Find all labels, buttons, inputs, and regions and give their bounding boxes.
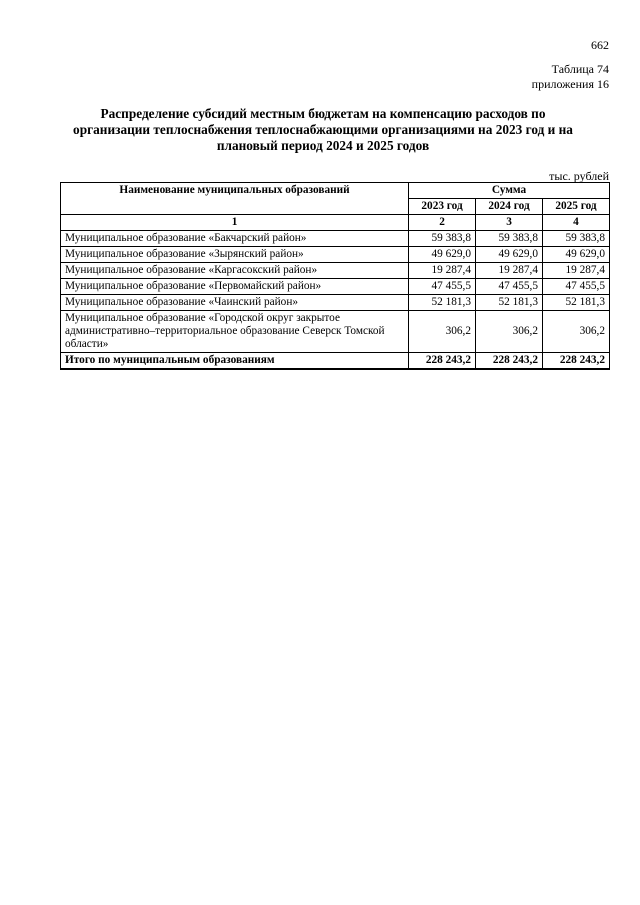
appendix-label: приложения 16 [531, 77, 609, 91]
municipality-name: Муниципальное образование «Первомайский район» [61, 279, 409, 295]
municipality-name: Муниципальное образование «Бакчарский район» [61, 231, 409, 247]
amount-2024: 19 287,4 [476, 263, 543, 279]
sum-column-header: Сумма [409, 183, 610, 199]
amount-2023: 306,2 [409, 311, 476, 353]
municipality-name: Муниципальное образование «Каргасокский район» [61, 263, 409, 279]
amount-2025: 59 383,8 [543, 231, 610, 247]
page-number: 662 [591, 38, 609, 52]
amount-2025: 19 287,4 [543, 263, 610, 279]
table-row [61, 311, 610, 353]
amount-2024: 47 455,5 [476, 279, 543, 295]
amount-2023: 49 629,0 [409, 247, 476, 263]
amount-2025: 306,2 [543, 311, 610, 353]
municipality-name: Муниципальное образование «Зырянский район» [61, 247, 409, 263]
column-number: 4 [543, 215, 610, 231]
amount-2024: 49 629,0 [476, 247, 543, 263]
table-row [61, 279, 610, 295]
table-label: Таблица 74 [551, 62, 609, 76]
title-line: плановый период 2024 и 2025 годов [216, 138, 430, 153]
units-label: тыс. рублей [549, 169, 609, 183]
name-column-header: Наименование муниципальных образований [61, 183, 409, 215]
table-reference [532, 62, 609, 92]
year-header-2024: 2024 год [476, 199, 543, 215]
table-row [61, 247, 610, 263]
municipality-name: Муниципальное образование «Городской округ закрытое административно–территориальное образование Северск Томской области» [61, 311, 409, 353]
year-header-2025: 2025 год [543, 199, 610, 215]
total-row [61, 353, 610, 370]
total-2024: 228 243,2 [476, 353, 543, 370]
amount-2025: 47 455,5 [543, 279, 610, 295]
amount-2023: 19 287,4 [409, 263, 476, 279]
column-number: 1 [61, 215, 409, 231]
title-line: Распределение субсидий местным бюджетам на компенсацию расходов по [100, 106, 546, 121]
amount-2025: 49 629,0 [543, 247, 610, 263]
municipality-name: Муниципальное образование «Чаинский район» [61, 295, 409, 311]
total-2025: 228 243,2 [543, 353, 610, 370]
amount-2023: 52 181,3 [409, 295, 476, 311]
document-title [40, 106, 606, 154]
column-number: 3 [476, 215, 543, 231]
total-2023: 228 243,2 [409, 353, 476, 370]
subsidy-table [60, 182, 610, 370]
amount-2024: 59 383,8 [476, 231, 543, 247]
amount-2023: 59 383,8 [409, 231, 476, 247]
amount-2024: 52 181,3 [476, 295, 543, 311]
table-row [61, 295, 610, 311]
amount-2023: 47 455,5 [409, 279, 476, 295]
table-row [61, 231, 610, 247]
column-number: 2 [409, 215, 476, 231]
table-row [61, 263, 610, 279]
title-line: организации теплоснабжения теплоснабжающими организациями на 2023 год и на [73, 122, 573, 137]
amount-2024: 306,2 [476, 311, 543, 353]
amount-2025: 52 181,3 [543, 295, 610, 311]
total-label: Итого по муниципальным образованиям [61, 353, 409, 370]
year-header-2023: 2023 год [409, 199, 476, 215]
